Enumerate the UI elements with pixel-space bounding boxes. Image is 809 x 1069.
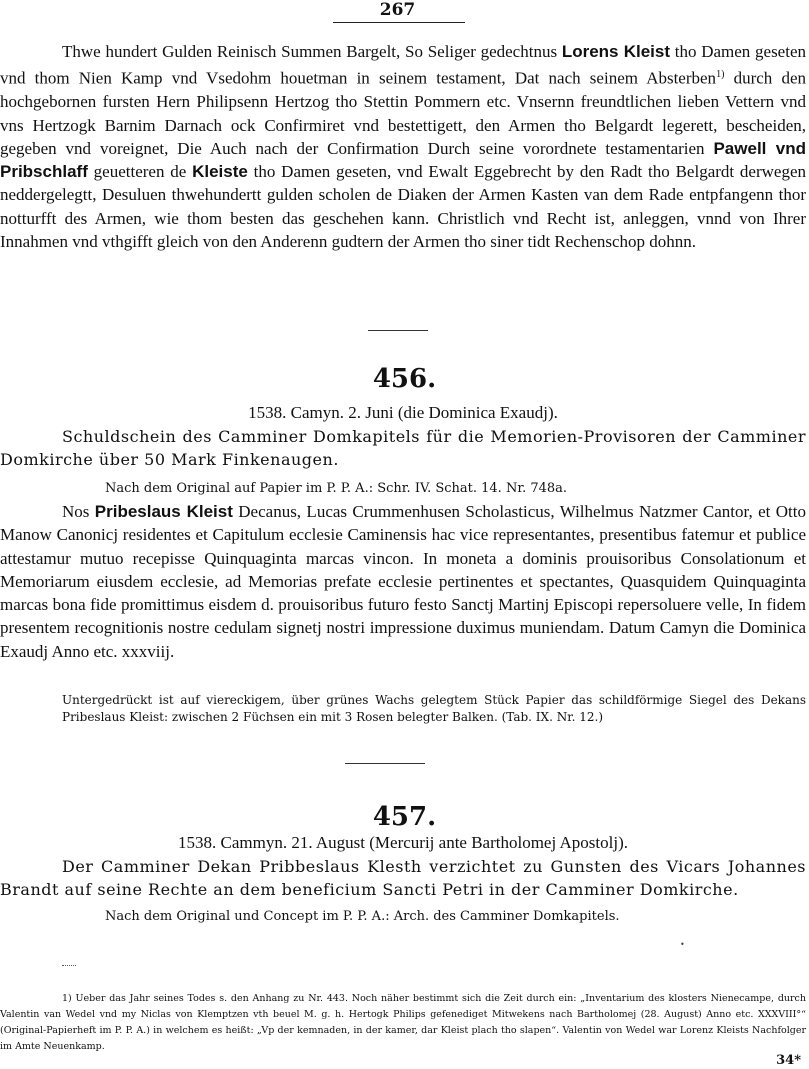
footnote — [0, 991, 806, 1055]
document-date-line-456: 1538. Camyn. 2. Juni (die Dominica Exaudj). — [248, 403, 558, 422]
document-number-457: 457. — [372, 802, 437, 832]
seal-note-456: Untergedrückt ist auf viereckigem, über grünes Wachs gelegtem Stück Papier das schildförmige Siegel des Dekans Pribeslaus Kleist: zwischen 2 Füchsen ein mit 3 Rosen belegter Balken. (Tab. IX. Nr. 12.) — [62, 693, 806, 724]
previous-document-text — [0, 40, 806, 253]
section-separator — [368, 330, 428, 331]
page-number: 267 — [379, 0, 416, 20]
footnote-text: 1) Ueber das Jahr seines Todes s. den Anhang zu Nr. 443. Noch näher bestimmt sich die Zeit durch ein: „Inventarium des klosters Nienecampe, durch Valentin van Wedel vnd my Niclas von Klemptzen vth beuel M. g. h. Hertogk Philips gefenediget Mitwekens nach Bartholomej (28. August) Anno etc. XXXVIII°“ (Original-Papierheft im P. P. A.) in welchem es heißt: „Vp der kemnaden, in der kamer, dar Kleist plach tho slapen“. Valentin von Wedel war Lorenz Kleists Nachfolger im Amte Neuenkamp. — [0, 993, 806, 1052]
name-pribeslaus-kleist: Pribeslaus Kleist — [94, 502, 233, 521]
name-lorens-kleist: Lorens Kleist — [561, 42, 670, 61]
footnote-marker: 1) — [716, 69, 725, 81]
signature-mark: 34* — [776, 1053, 801, 1068]
document-regest-457: Der Camminer Dekan Pribbeslaus Klesth verzichtet zu Gunsten des Vicars Johannes Brandt auf seine Rechte an dem beneficium Sancti Petri in der Camminer Domkirche. — [0, 857, 806, 899]
document-source-456: Nach dem Original auf Papier im P. P. A.: Schr. IV. Schat. 14. Nr. 748a. — [105, 481, 568, 496]
name-pawell-pribschlaff: Pawell vnd Pribschlaff — [0, 138, 806, 182]
text-segment: geuetteren de — [87, 162, 193, 182]
document-number-456: 456. — [372, 364, 437, 394]
text-segment: tho Damen geseten vnd thom Nien Kamp vnd Vsedohm houetman in seinem testament, Dat nach seinem Absterben — [0, 42, 806, 88]
text-segment: tho Damen geseten, vnd Ewalt Eggebrecht by den Radt tho Belgardt derwegen neddergelegtt, Desuluen thwehundertt gulden scholen de Diaken der Armen Kasten van dem Rade entpfangenn thor notturfft des Armen, wie thom besten das geschehen kann. Christlich vnd Recht ist, anleggen, vnnd von Ihrer Innahmen vnd vthgifft gleich von den Anderenn gudtern der Armen tho siner tidt Rechenschop dohnn. — [0, 162, 806, 252]
name-kleiste: Kleiste — [192, 162, 248, 182]
document-regest-456: Schuldschein des Camminer Domkapitels für die Memorien-Provisoren der Camminer Domkirche über 50 Mark Finkenaugen. — [0, 427, 806, 469]
text-segment: Decanus, Lucas Crummenhusen Scholasticus, Wilhelmus Natzmer Cantor, et Otto Manow Canonicj residentes et Capitulum ecclesie Caminensis hac vice representantes, presentibus fatemur et publice attestamur mutuo recepisse Quinquaginta marcas vincon. In moneta a dominis prouisoribus Consolationum et Memoriarum eiusdem ecclesie, ad Memorias prefate ecclesie pertinentes et spectantes, Quasquidem Quinquaginta marcas bona fide promittimus eisdem d. prouisoribus futuro festo Sanctj Martinj Episcopi repersoluere velle, In fidem presentem recognitionis nostre cedulam signetj nostri impressione duximus muniendam. Datum Camyn die Dominica Exaudj Anno etc. xxxviij. — [0, 502, 806, 661]
section-separator — [345, 763, 425, 764]
text-segment: Thwe hundert Gulden Reinisch Summen Bargelt, So Seliger gedechtnus — [62, 42, 562, 61]
document-source-457: Nach dem Original und Concept im P. P. A.: Arch. des Camminer Domkapitels. — [105, 909, 620, 924]
printer-mark: • — [680, 940, 685, 949]
document-text-456 — [0, 500, 806, 663]
text-segment: Nos — [62, 502, 95, 521]
footnote-rule — [62, 965, 76, 966]
header-rule — [333, 22, 465, 23]
text-segment: durch den hochgebornen fursten Hern Philipsenn Hertzog tho Stettin Pommern etc. Vnsernn freundtlichen lieben Vettern vnd vns Hertzogk Barnim Darnach ock Confirmiret vnd bestettigett, den Armen tho Belgardt legerett, bescheiden, gegeben vnd voreignet, Die Auch nach der Confirmation Durch seine vorordnete testamentarien — [0, 68, 806, 158]
document-date-line-457: 1538. Cammyn. 21. August (Mercurij ante Bartholomej Apostolj). — [178, 833, 628, 852]
